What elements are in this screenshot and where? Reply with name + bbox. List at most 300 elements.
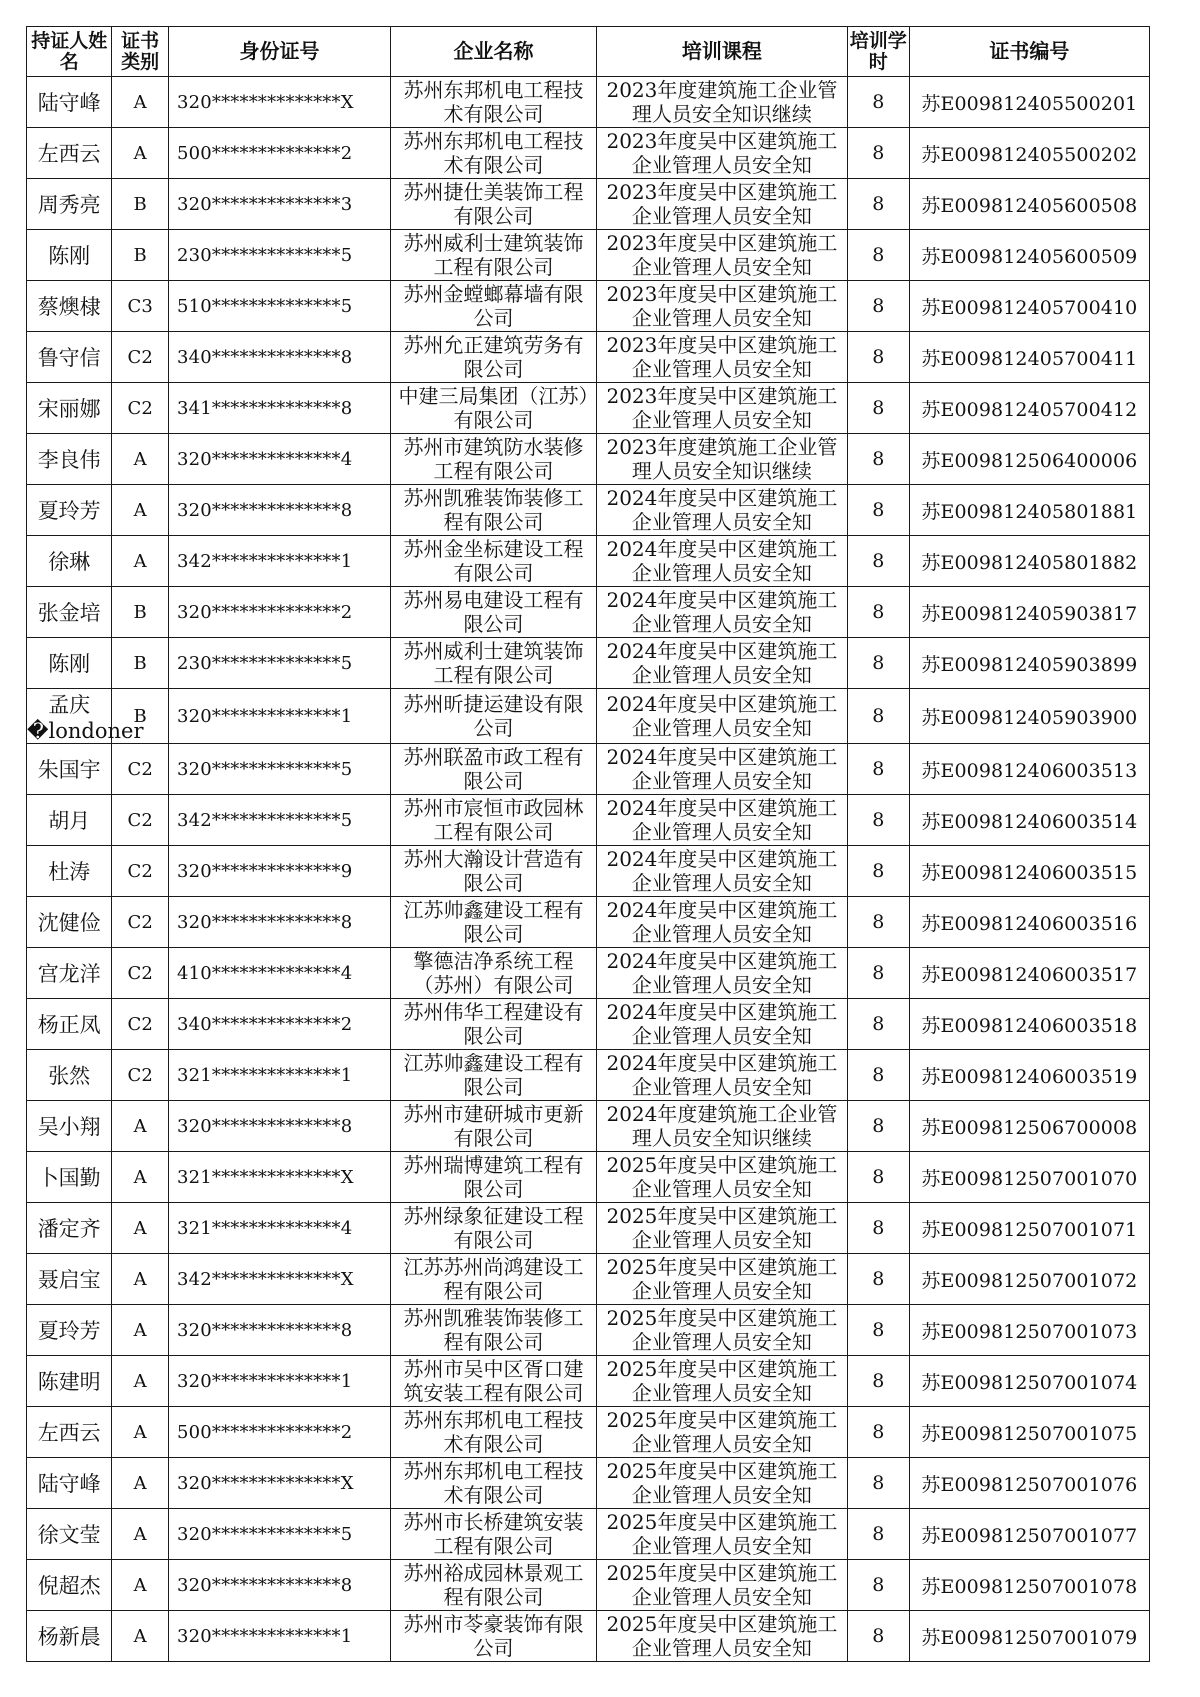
company-cell bbox=[390, 1407, 596, 1458]
hours-cell: 8 bbox=[847, 230, 909, 281]
course-cell-text: 2025年度吴中区建筑施工企业管理人员安全知 bbox=[606, 1459, 838, 1507]
company-cell-text: 苏州威利士建筑装饰工程有限公司 bbox=[403, 231, 584, 279]
cert-no-cell: 苏E009812406003517 bbox=[909, 948, 1149, 999]
holder-name-cell: 倪超杰 bbox=[27, 1560, 112, 1611]
course-cell-text: 2023年度吴中区建筑施工企业管理人员安全知 bbox=[606, 282, 838, 330]
holder-name-cell: 胡月 bbox=[27, 795, 112, 846]
hours-cell: 8 bbox=[847, 332, 909, 383]
table-row bbox=[27, 795, 1150, 846]
category-cell: B bbox=[112, 179, 169, 230]
holder-name-cell: 宫龙洋 bbox=[27, 948, 112, 999]
course-cell-text: 2023年度吴中区建筑施工企业管理人员安全知 bbox=[606, 129, 838, 177]
company-cell bbox=[390, 1152, 596, 1203]
holder-name-cell: 左西云 bbox=[27, 128, 112, 179]
course-cell-text: 2025年度吴中区建筑施工企业管理人员安全知 bbox=[606, 1153, 838, 1201]
company-cell-text: 苏州威利士建筑装饰工程有限公司 bbox=[403, 639, 584, 687]
company-cell bbox=[390, 179, 596, 230]
course-cell-text: 2024年度吴中区建筑施工企业管理人员安全知 bbox=[606, 949, 838, 997]
company-cell-text: 苏州东邦机电工程技术有限公司 bbox=[403, 1459, 584, 1507]
cert-no-cell: 苏E009812405700411 bbox=[909, 332, 1149, 383]
company-cell bbox=[390, 795, 596, 846]
hours-cell: 8 bbox=[847, 1356, 909, 1407]
table-row bbox=[27, 434, 1150, 485]
company-cell-text: 苏州东邦机电工程技术有限公司 bbox=[403, 1408, 584, 1456]
course-cell-text: 2023年度建筑施工企业管理人员安全知识继续 bbox=[606, 78, 838, 126]
hours-cell: 8 bbox=[847, 1101, 909, 1152]
hours-cell: 8 bbox=[847, 1407, 909, 1458]
hours-cell: 8 bbox=[847, 434, 909, 485]
holder-name-cell: 陆守峰 bbox=[27, 77, 112, 128]
holder-name-cell: 夏玲芳 bbox=[27, 485, 112, 536]
id-number-cell: 342**************X bbox=[168, 1254, 390, 1305]
cert-no-cell: 苏E009812507001078 bbox=[909, 1560, 1149, 1611]
course-cell-text: 2024年度吴中区建筑施工企业管理人员安全知 bbox=[606, 847, 838, 895]
table-row bbox=[27, 1509, 1150, 1560]
hours-cell: 8 bbox=[847, 383, 909, 434]
holder-name-cell: 杜涛 bbox=[27, 846, 112, 897]
course-cell bbox=[597, 1458, 848, 1509]
company-cell-text: 苏州市建筑防水装修工程有限公司 bbox=[403, 435, 584, 483]
cert-no-cell: 苏E009812405500202 bbox=[909, 128, 1149, 179]
hours-cell: 8 bbox=[847, 281, 909, 332]
course-cell-text: 2025年度吴中区建筑施工企业管理人员安全知 bbox=[606, 1204, 838, 1252]
table-body bbox=[27, 77, 1150, 1662]
hours-cell: 8 bbox=[847, 744, 909, 795]
holder-name-cell: 蔡燠棣 bbox=[27, 281, 112, 332]
hours-cell: 8 bbox=[847, 897, 909, 948]
company-cell bbox=[390, 948, 596, 999]
company-cell bbox=[390, 1611, 596, 1662]
holder-name-cell: 李良伟 bbox=[27, 434, 112, 485]
company-cell-text: 苏州市建研城市更新有限公司 bbox=[403, 1102, 584, 1150]
category-cell: B bbox=[112, 230, 169, 281]
hours-cell: 8 bbox=[847, 77, 909, 128]
course-cell-text: 2024年度吴中区建筑施工企业管理人员安全知 bbox=[606, 692, 838, 740]
table-row bbox=[27, 1050, 1150, 1101]
id-number-cell: 410**************4 bbox=[168, 948, 390, 999]
cert-no-cell: 苏E009812507001073 bbox=[909, 1305, 1149, 1356]
id-number-cell: 320**************8 bbox=[168, 897, 390, 948]
course-cell bbox=[597, 128, 848, 179]
holder-name-cell: 张金培 bbox=[27, 587, 112, 638]
holder-name-cell: 杨正凤 bbox=[27, 999, 112, 1050]
course-cell bbox=[597, 281, 848, 332]
course-cell bbox=[597, 587, 848, 638]
company-cell-text: 苏州允正建筑劳务有限公司 bbox=[403, 333, 584, 381]
cert-no-cell: 苏E009812507001076 bbox=[909, 1458, 1149, 1509]
holder-name-cell: 徐琳 bbox=[27, 536, 112, 587]
id-number-cell: 342**************1 bbox=[168, 536, 390, 587]
course-cell-text: 2025年度吴中区建筑施工企业管理人员安全知 bbox=[606, 1561, 838, 1609]
holder-name-cell: 夏玲芳 bbox=[27, 1305, 112, 1356]
category-cell: A bbox=[112, 1407, 169, 1458]
id-number-cell: 320**************1 bbox=[168, 1611, 390, 1662]
holder-name-cell: 潘定齐 bbox=[27, 1203, 112, 1254]
id-number-cell: 321**************1 bbox=[168, 1050, 390, 1101]
company-cell-text: 苏州昕捷运建设有限公司 bbox=[403, 692, 584, 740]
course-cell bbox=[597, 1203, 848, 1254]
company-cell bbox=[390, 1509, 596, 1560]
course-cell bbox=[597, 1050, 848, 1101]
course-cell bbox=[597, 332, 848, 383]
cert-no-cell: 苏E009812405700412 bbox=[909, 383, 1149, 434]
holder-name-cell: 陆守峰 bbox=[27, 1458, 112, 1509]
course-cell bbox=[597, 1407, 848, 1458]
course-cell-text: 2025年度吴中区建筑施工企业管理人员安全知 bbox=[606, 1306, 838, 1354]
hours-cell: 8 bbox=[847, 1509, 909, 1560]
table-row bbox=[27, 536, 1150, 587]
cert-no-cell: 苏E009812405600508 bbox=[909, 179, 1149, 230]
hours-cell: 8 bbox=[847, 795, 909, 846]
course-cell-text: 2025年度吴中区建筑施工企业管理人员安全知 bbox=[606, 1408, 838, 1456]
id-number-cell: 321**************X bbox=[168, 1152, 390, 1203]
holder-name-cell: 杨新晨 bbox=[27, 1611, 112, 1662]
course-cell-text: 2024年度吴中区建筑施工企业管理人员安全知 bbox=[606, 537, 838, 585]
hours-cell: 8 bbox=[847, 1305, 909, 1356]
id-number-cell: 500**************2 bbox=[168, 1407, 390, 1458]
table-row bbox=[27, 281, 1150, 332]
id-number-cell: 320**************8 bbox=[168, 485, 390, 536]
company-cell-text: 苏州瑞博建筑工程有限公司 bbox=[403, 1153, 584, 1201]
course-cell-text: 2025年度吴中区建筑施工企业管理人员安全知 bbox=[606, 1510, 838, 1558]
course-cell bbox=[597, 744, 848, 795]
holder-name-cell: 卜国勤 bbox=[27, 1152, 112, 1203]
id-number-cell: 340**************8 bbox=[168, 332, 390, 383]
table-row bbox=[27, 128, 1150, 179]
course-cell-text: 2024年度建筑施工企业管理人员安全知识继续 bbox=[606, 1102, 838, 1150]
header-course: 培训课程 bbox=[597, 27, 848, 77]
company-cell bbox=[390, 1101, 596, 1152]
header-company: 企业名称 bbox=[390, 27, 596, 77]
header-cert-no: 证书编号 bbox=[909, 27, 1149, 77]
cert-no-cell: 苏E009812405903817 bbox=[909, 587, 1149, 638]
cert-no-cell: 苏E009812405700410 bbox=[909, 281, 1149, 332]
company-cell-text: 苏州市吴中区胥口建筑安装工程有限公司 bbox=[403, 1357, 584, 1405]
category-cell: C2 bbox=[112, 332, 169, 383]
id-number-cell: 500**************2 bbox=[168, 128, 390, 179]
company-cell-text: 苏州市宸恒市政园林工程有限公司 bbox=[403, 796, 584, 844]
company-cell bbox=[390, 128, 596, 179]
cert-no-cell: 苏E009812506400006 bbox=[909, 434, 1149, 485]
table-row bbox=[27, 383, 1150, 434]
table-row bbox=[27, 1611, 1150, 1662]
course-cell bbox=[597, 689, 848, 744]
company-cell bbox=[390, 1050, 596, 1101]
holder-name-cell: 张然 bbox=[27, 1050, 112, 1101]
company-cell bbox=[390, 536, 596, 587]
id-number-cell: 340**************2 bbox=[168, 999, 390, 1050]
company-cell-text: 苏州金螳螂幕墙有限公司 bbox=[403, 282, 584, 330]
holder-name-cell: 周秀亮 bbox=[27, 179, 112, 230]
company-cell-text: 苏州裕成园林景观工程有限公司 bbox=[403, 1561, 584, 1609]
table-row bbox=[27, 332, 1150, 383]
company-cell bbox=[390, 332, 596, 383]
category-cell: B bbox=[112, 689, 169, 744]
holder-name-cell: 鲁守信 bbox=[27, 332, 112, 383]
table-row bbox=[27, 1560, 1150, 1611]
company-cell-text: 苏州市长桥建筑安装工程有限公司 bbox=[403, 1510, 584, 1558]
cert-no-cell: 苏E009812507001071 bbox=[909, 1203, 1149, 1254]
holder-name-cell: 陈建明 bbox=[27, 1356, 112, 1407]
company-cell bbox=[390, 638, 596, 689]
cert-no-cell: 苏E009812405903899 bbox=[909, 638, 1149, 689]
hours-cell: 8 bbox=[847, 999, 909, 1050]
course-cell-text: 2023年度吴中区建筑施工企业管理人员安全知 bbox=[606, 231, 838, 279]
cert-no-cell: 苏E009812405500201 bbox=[909, 77, 1149, 128]
hours-cell: 8 bbox=[847, 846, 909, 897]
company-cell-text: 擎德洁净系统工程（苏州）有限公司 bbox=[413, 949, 574, 997]
cert-no-cell: 苏E009812507001074 bbox=[909, 1356, 1149, 1407]
company-cell-text: 苏州东邦机电工程技术有限公司 bbox=[403, 129, 584, 177]
company-cell bbox=[390, 744, 596, 795]
course-cell-text: 2024年度吴中区建筑施工企业管理人员安全知 bbox=[606, 1000, 838, 1048]
holder-name-cell: 陈刚 bbox=[27, 638, 112, 689]
course-cell-text: 2023年度吴中区建筑施工企业管理人员安全知 bbox=[606, 384, 838, 432]
course-cell bbox=[597, 1560, 848, 1611]
company-cell bbox=[390, 1560, 596, 1611]
course-cell-text: 2025年度吴中区建筑施工企业管理人员安全知 bbox=[606, 1612, 838, 1660]
course-cell bbox=[597, 1611, 848, 1662]
cert-no-cell: 苏E009812406003519 bbox=[909, 1050, 1149, 1101]
hours-cell: 8 bbox=[847, 485, 909, 536]
certificate-table bbox=[26, 26, 1150, 1662]
course-cell bbox=[597, 77, 848, 128]
hours-cell: 8 bbox=[847, 1254, 909, 1305]
category-cell: A bbox=[112, 1509, 169, 1560]
id-number-cell: 320**************3 bbox=[168, 179, 390, 230]
cert-no-cell: 苏E009812405903900 bbox=[909, 689, 1149, 744]
course-cell bbox=[597, 1101, 848, 1152]
company-cell bbox=[390, 1458, 596, 1509]
hours-cell: 8 bbox=[847, 128, 909, 179]
category-cell: C2 bbox=[112, 948, 169, 999]
company-cell-text: 中建三局集团（江苏）有限公司 bbox=[398, 384, 589, 432]
holder-name-cell: 朱国宇 bbox=[27, 744, 112, 795]
holder-name-cell: 徐文莹 bbox=[27, 1509, 112, 1560]
company-cell-text: 苏州金坐标建设工程有限公司 bbox=[403, 537, 584, 585]
cert-no-cell: 苏E009812507001075 bbox=[909, 1407, 1149, 1458]
cert-no-cell: 苏E009812406003515 bbox=[909, 846, 1149, 897]
course-cell bbox=[597, 795, 848, 846]
holder-name-cell: 左西云 bbox=[27, 1407, 112, 1458]
holder-name-cell: 陈刚 bbox=[27, 230, 112, 281]
id-number-cell: 320**************4 bbox=[168, 434, 390, 485]
company-cell bbox=[390, 587, 596, 638]
table-row bbox=[27, 1407, 1150, 1458]
company-cell bbox=[390, 281, 596, 332]
holder-name-cell: 孟庆�londoner bbox=[27, 689, 112, 744]
company-cell bbox=[390, 485, 596, 536]
company-cell bbox=[390, 1254, 596, 1305]
course-cell-text: 2024年度吴中区建筑施工企业管理人员安全知 bbox=[606, 486, 838, 534]
id-number-cell: 320**************8 bbox=[168, 1560, 390, 1611]
course-cell bbox=[597, 846, 848, 897]
hours-cell: 8 bbox=[847, 1152, 909, 1203]
cert-no-cell: 苏E009812405600509 bbox=[909, 230, 1149, 281]
company-cell-text: 苏州绿象征建设工程有限公司 bbox=[403, 1204, 584, 1252]
cert-no-cell: 苏E009812507001070 bbox=[909, 1152, 1149, 1203]
id-number-cell: 320**************5 bbox=[168, 744, 390, 795]
hours-cell: 8 bbox=[847, 1203, 909, 1254]
hours-cell: 8 bbox=[847, 587, 909, 638]
category-cell: A bbox=[112, 128, 169, 179]
category-cell: C2 bbox=[112, 795, 169, 846]
id-number-cell: 341**************8 bbox=[168, 383, 390, 434]
category-cell: A bbox=[112, 1305, 169, 1356]
course-cell bbox=[597, 383, 848, 434]
course-cell bbox=[597, 179, 848, 230]
header-category: 证书类别 bbox=[112, 27, 169, 77]
table-row bbox=[27, 485, 1150, 536]
company-cell bbox=[390, 1203, 596, 1254]
course-cell-text: 2024年度吴中区建筑施工企业管理人员安全知 bbox=[606, 588, 838, 636]
header-holder-name: 持证人姓名 bbox=[27, 27, 112, 77]
course-cell bbox=[597, 1254, 848, 1305]
category-cell: C3 bbox=[112, 281, 169, 332]
table-row bbox=[27, 587, 1150, 638]
company-cell-text: 江苏帅鑫建设工程有限公司 bbox=[403, 898, 584, 946]
company-cell-text: 江苏帅鑫建设工程有限公司 bbox=[403, 1051, 584, 1099]
cert-no-cell: 苏E009812406003518 bbox=[909, 999, 1149, 1050]
cert-no-cell: 苏E009812406003514 bbox=[909, 795, 1149, 846]
table-row bbox=[27, 1356, 1150, 1407]
company-cell bbox=[390, 383, 596, 434]
id-number-cell: 320**************2 bbox=[168, 587, 390, 638]
table-row bbox=[27, 689, 1150, 744]
course-cell-text: 2024年度吴中区建筑施工企业管理人员安全知 bbox=[606, 745, 838, 793]
company-cell-text: 苏州捷仕美装饰工程有限公司 bbox=[403, 180, 584, 228]
hours-cell: 8 bbox=[847, 1458, 909, 1509]
course-cell bbox=[597, 999, 848, 1050]
company-cell-text: 苏州大瀚设计营造有限公司 bbox=[403, 847, 584, 895]
course-cell bbox=[597, 1509, 848, 1560]
cert-no-cell: 苏E009812406003516 bbox=[909, 897, 1149, 948]
id-number-cell: 230**************5 bbox=[168, 638, 390, 689]
course-cell bbox=[597, 434, 848, 485]
category-cell: C2 bbox=[112, 1050, 169, 1101]
table-row bbox=[27, 999, 1150, 1050]
category-cell: C2 bbox=[112, 999, 169, 1050]
course-cell bbox=[597, 1305, 848, 1356]
company-cell bbox=[390, 689, 596, 744]
hours-cell: 8 bbox=[847, 1611, 909, 1662]
category-cell: A bbox=[112, 1101, 169, 1152]
id-number-cell: 321**************4 bbox=[168, 1203, 390, 1254]
category-cell: A bbox=[112, 1203, 169, 1254]
company-cell bbox=[390, 230, 596, 281]
holder-name-cell: 聂启宝 bbox=[27, 1254, 112, 1305]
course-cell-text: 2024年度吴中区建筑施工企业管理人员安全知 bbox=[606, 1051, 838, 1099]
category-cell: A bbox=[112, 1458, 169, 1509]
category-cell: A bbox=[112, 77, 169, 128]
holder-name-cell: 吴小翔 bbox=[27, 1101, 112, 1152]
hours-cell: 8 bbox=[847, 689, 909, 744]
table-row bbox=[27, 77, 1150, 128]
category-cell: A bbox=[112, 1560, 169, 1611]
id-number-cell: 510**************5 bbox=[168, 281, 390, 332]
category-cell: C2 bbox=[112, 846, 169, 897]
company-cell-text: 苏州易电建设工程有限公司 bbox=[403, 588, 584, 636]
course-cell-text: 2023年度吴中区建筑施工企业管理人员安全知 bbox=[606, 333, 838, 381]
table-row bbox=[27, 744, 1150, 795]
category-cell: C2 bbox=[112, 744, 169, 795]
table-header-row bbox=[27, 27, 1150, 77]
category-cell: C2 bbox=[112, 897, 169, 948]
cert-no-cell: 苏E009812507001077 bbox=[909, 1509, 1149, 1560]
cert-no-cell: 苏E009812405801881 bbox=[909, 485, 1149, 536]
course-cell-text: 2024年度吴中区建筑施工企业管理人员安全知 bbox=[606, 898, 838, 946]
id-number-cell: 320**************X bbox=[168, 77, 390, 128]
category-cell: A bbox=[112, 1254, 169, 1305]
id-number-cell: 320**************8 bbox=[168, 1305, 390, 1356]
table-row bbox=[27, 1305, 1150, 1356]
category-cell: A bbox=[112, 485, 169, 536]
company-cell-text: 苏州市苓豪装饰有限公司 bbox=[403, 1612, 584, 1660]
id-number-cell: 342**************5 bbox=[168, 795, 390, 846]
table-row bbox=[27, 846, 1150, 897]
cert-no-cell: 苏E009812406003513 bbox=[909, 744, 1149, 795]
hours-cell: 8 bbox=[847, 948, 909, 999]
table-row bbox=[27, 948, 1150, 999]
hours-cell: 8 bbox=[847, 1560, 909, 1611]
company-cell-text: 江苏苏州尚鸿建设工程有限公司 bbox=[403, 1255, 584, 1303]
category-cell: A bbox=[112, 536, 169, 587]
course-cell bbox=[597, 948, 848, 999]
table-row bbox=[27, 179, 1150, 230]
table-row bbox=[27, 1458, 1150, 1509]
course-cell-text: 2024年度吴中区建筑施工企业管理人员安全知 bbox=[606, 639, 838, 687]
table-row bbox=[27, 1101, 1150, 1152]
course-cell bbox=[597, 536, 848, 587]
hours-cell: 8 bbox=[847, 536, 909, 587]
company-cell bbox=[390, 999, 596, 1050]
category-cell: A bbox=[112, 434, 169, 485]
course-cell bbox=[597, 1356, 848, 1407]
company-cell bbox=[390, 846, 596, 897]
cert-no-cell: 苏E009812507001079 bbox=[909, 1611, 1149, 1662]
company-cell-text: 苏州伟华工程建设有限公司 bbox=[403, 1000, 584, 1048]
hours-cell: 8 bbox=[847, 179, 909, 230]
table-row bbox=[27, 638, 1150, 689]
company-cell-text: 苏州东邦机电工程技术有限公司 bbox=[403, 78, 584, 126]
course-cell-text: 2023年度吴中区建筑施工企业管理人员安全知 bbox=[606, 180, 838, 228]
course-cell-text: 2024年度吴中区建筑施工企业管理人员安全知 bbox=[606, 796, 838, 844]
company-cell bbox=[390, 897, 596, 948]
table-row bbox=[27, 230, 1150, 281]
course-cell bbox=[597, 897, 848, 948]
category-cell: B bbox=[112, 587, 169, 638]
course-cell bbox=[597, 485, 848, 536]
course-cell-text: 2023年度建筑施工企业管理人员安全知识继续 bbox=[606, 435, 838, 483]
category-cell: C2 bbox=[112, 383, 169, 434]
course-cell bbox=[597, 1152, 848, 1203]
table-row bbox=[27, 1152, 1150, 1203]
hours-cell: 8 bbox=[847, 638, 909, 689]
cert-no-cell: 苏E009812506700008 bbox=[909, 1101, 1149, 1152]
category-cell: A bbox=[112, 1152, 169, 1203]
course-cell bbox=[597, 638, 848, 689]
company-cell bbox=[390, 77, 596, 128]
table-row bbox=[27, 1254, 1150, 1305]
id-number-cell: 320**************1 bbox=[168, 1356, 390, 1407]
category-cell: A bbox=[112, 1356, 169, 1407]
hours-cell: 8 bbox=[847, 1050, 909, 1101]
course-cell bbox=[597, 230, 848, 281]
id-number-cell: 230**************5 bbox=[168, 230, 390, 281]
table-row bbox=[27, 1203, 1150, 1254]
id-number-cell: 320**************X bbox=[168, 1458, 390, 1509]
id-number-cell: 320**************5 bbox=[168, 1509, 390, 1560]
